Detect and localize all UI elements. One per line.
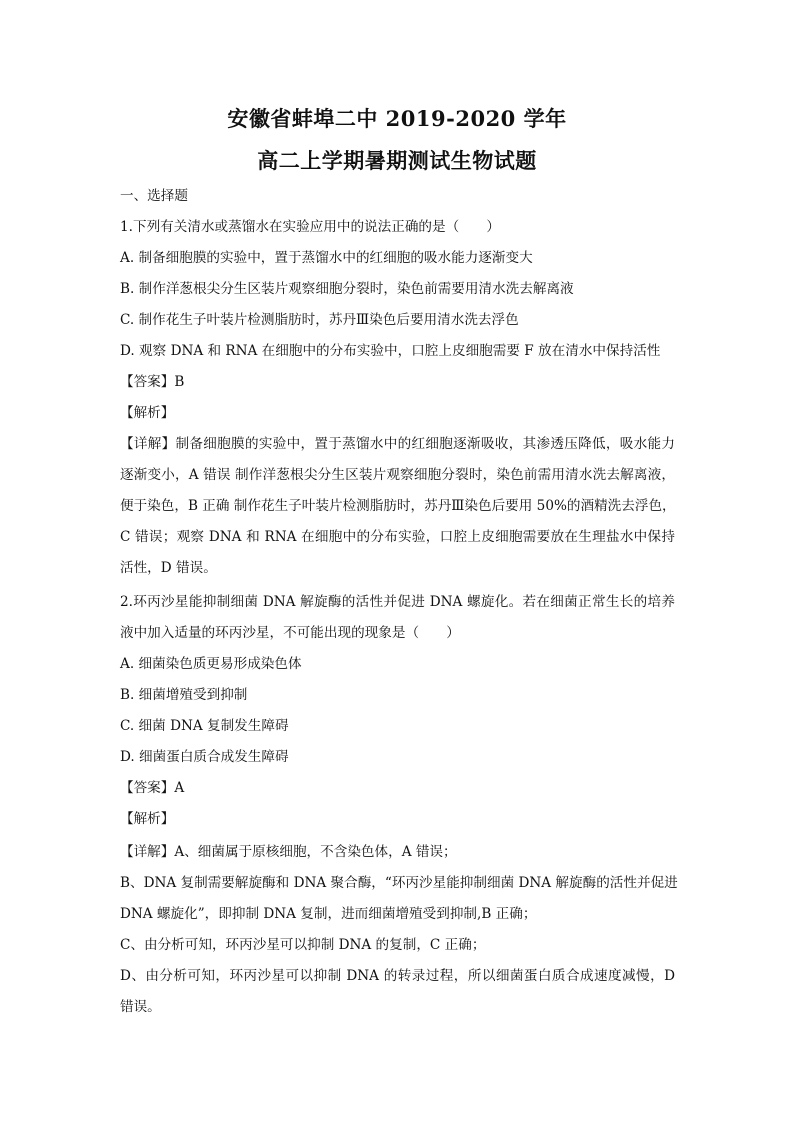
- q1-detail-line: 【详解】制备细胞膜的实验中，置于蒸馏水中的红细胞逐渐吸收，其渗透压降低，吸水能力: [120, 436, 675, 452]
- q1-detail-line: C 错误；观察 DNA 和 RNA 在细胞中的分布实验，口腔上皮细胞需要放在生理盐水中保持: [120, 529, 675, 545]
- q1-stem: 1.下列有关清水或蒸馏水在实验应用中的说法正确的是（ ）: [120, 219, 500, 235]
- q1-detail-line: 便于染色，B 正确 制作花生子叶装片检测脂肪时，苏丹Ⅲ染色后要用 50%的酒精洗去浮色，: [120, 498, 676, 514]
- section-heading: 一、选择题: [120, 188, 188, 204]
- q1-option-a: A. 制备细胞膜的实验中，置于蒸馏水中的红细胞的吸水能力逐渐变大: [120, 250, 533, 266]
- q2-analysis-heading: 【解析】: [120, 811, 175, 827]
- q2-detail-line: B、DNA 复制需要解旋酶和 DNA 聚合酶，“环丙沙星能抑制细菌 DNA 解旋酶的活性并促进: [120, 875, 678, 891]
- q2-stem-line: 液中加入适量的环丙沙星，不可能出现的现象是（ ）: [120, 625, 460, 641]
- document-title-line2: 高二上学期暑期测试生物试题: [257, 148, 537, 173]
- q2-stem-line: 2.环丙沙星能抑制细菌 DNA 解旋酶的活性并促进 DNA 螺旋化。若在细菌正常生长的培养: [120, 594, 675, 610]
- q2-option-b: B. 细菌增殖受到抑制: [120, 687, 248, 703]
- q1-option-c: C. 制作花生子叶装片检测脂肪时，苏丹Ⅲ染色后要用清水洗去浮色: [120, 312, 519, 328]
- q1-option-d: D. 观察 DNA 和 RNA 在细胞中的分布实验中，口腔上皮细胞需要 F 放在清水中保持活性: [120, 343, 661, 359]
- q2-detail-line: DNA 螺旋化”，即抑制 DNA 复制，进而细菌增殖受到抑制,B 正确；: [120, 906, 537, 922]
- document-title-line1: 安徽省蚌埠二中 2019-2020 学年: [227, 106, 567, 131]
- q1-answer: 【答案】B: [120, 374, 185, 390]
- q1-analysis-heading: 【解析】: [120, 405, 175, 421]
- q1-detail-line: 逐渐变小，A 错误 制作洋葱根尖分生区装片观察细胞分裂时，染色前需用清水洗去解离液，: [120, 467, 675, 483]
- q2-detail-line: 【详解】A、细菌属于原核细胞，不含染色体，A 错误；: [120, 844, 457, 860]
- q1-detail-line: 活性，D 错误。: [120, 560, 217, 576]
- q2-option-a: A. 细菌染色质更易形成染色体: [120, 656, 302, 672]
- q2-answer: 【答案】A: [120, 780, 185, 796]
- q2-detail-line: 错误。: [120, 999, 161, 1015]
- q2-detail-line: C、由分析可知，环丙沙星可以抑制 DNA 的复制，C 正确；: [120, 937, 486, 953]
- q2-detail-line: D、由分析可知，环丙沙星可以抑制 DNA 的转录过程，所以细菌蛋白质合成速度减慢，D: [120, 968, 675, 984]
- q2-option-c: C. 细菌 DNA 复制发生障碍: [120, 718, 289, 734]
- q2-option-d: D. 细菌蛋白质合成发生障碍: [120, 749, 289, 765]
- q1-option-b: B. 制作洋葱根尖分生区装片观察细胞分裂时，染色前需要用清水洗去解离液: [120, 281, 574, 297]
